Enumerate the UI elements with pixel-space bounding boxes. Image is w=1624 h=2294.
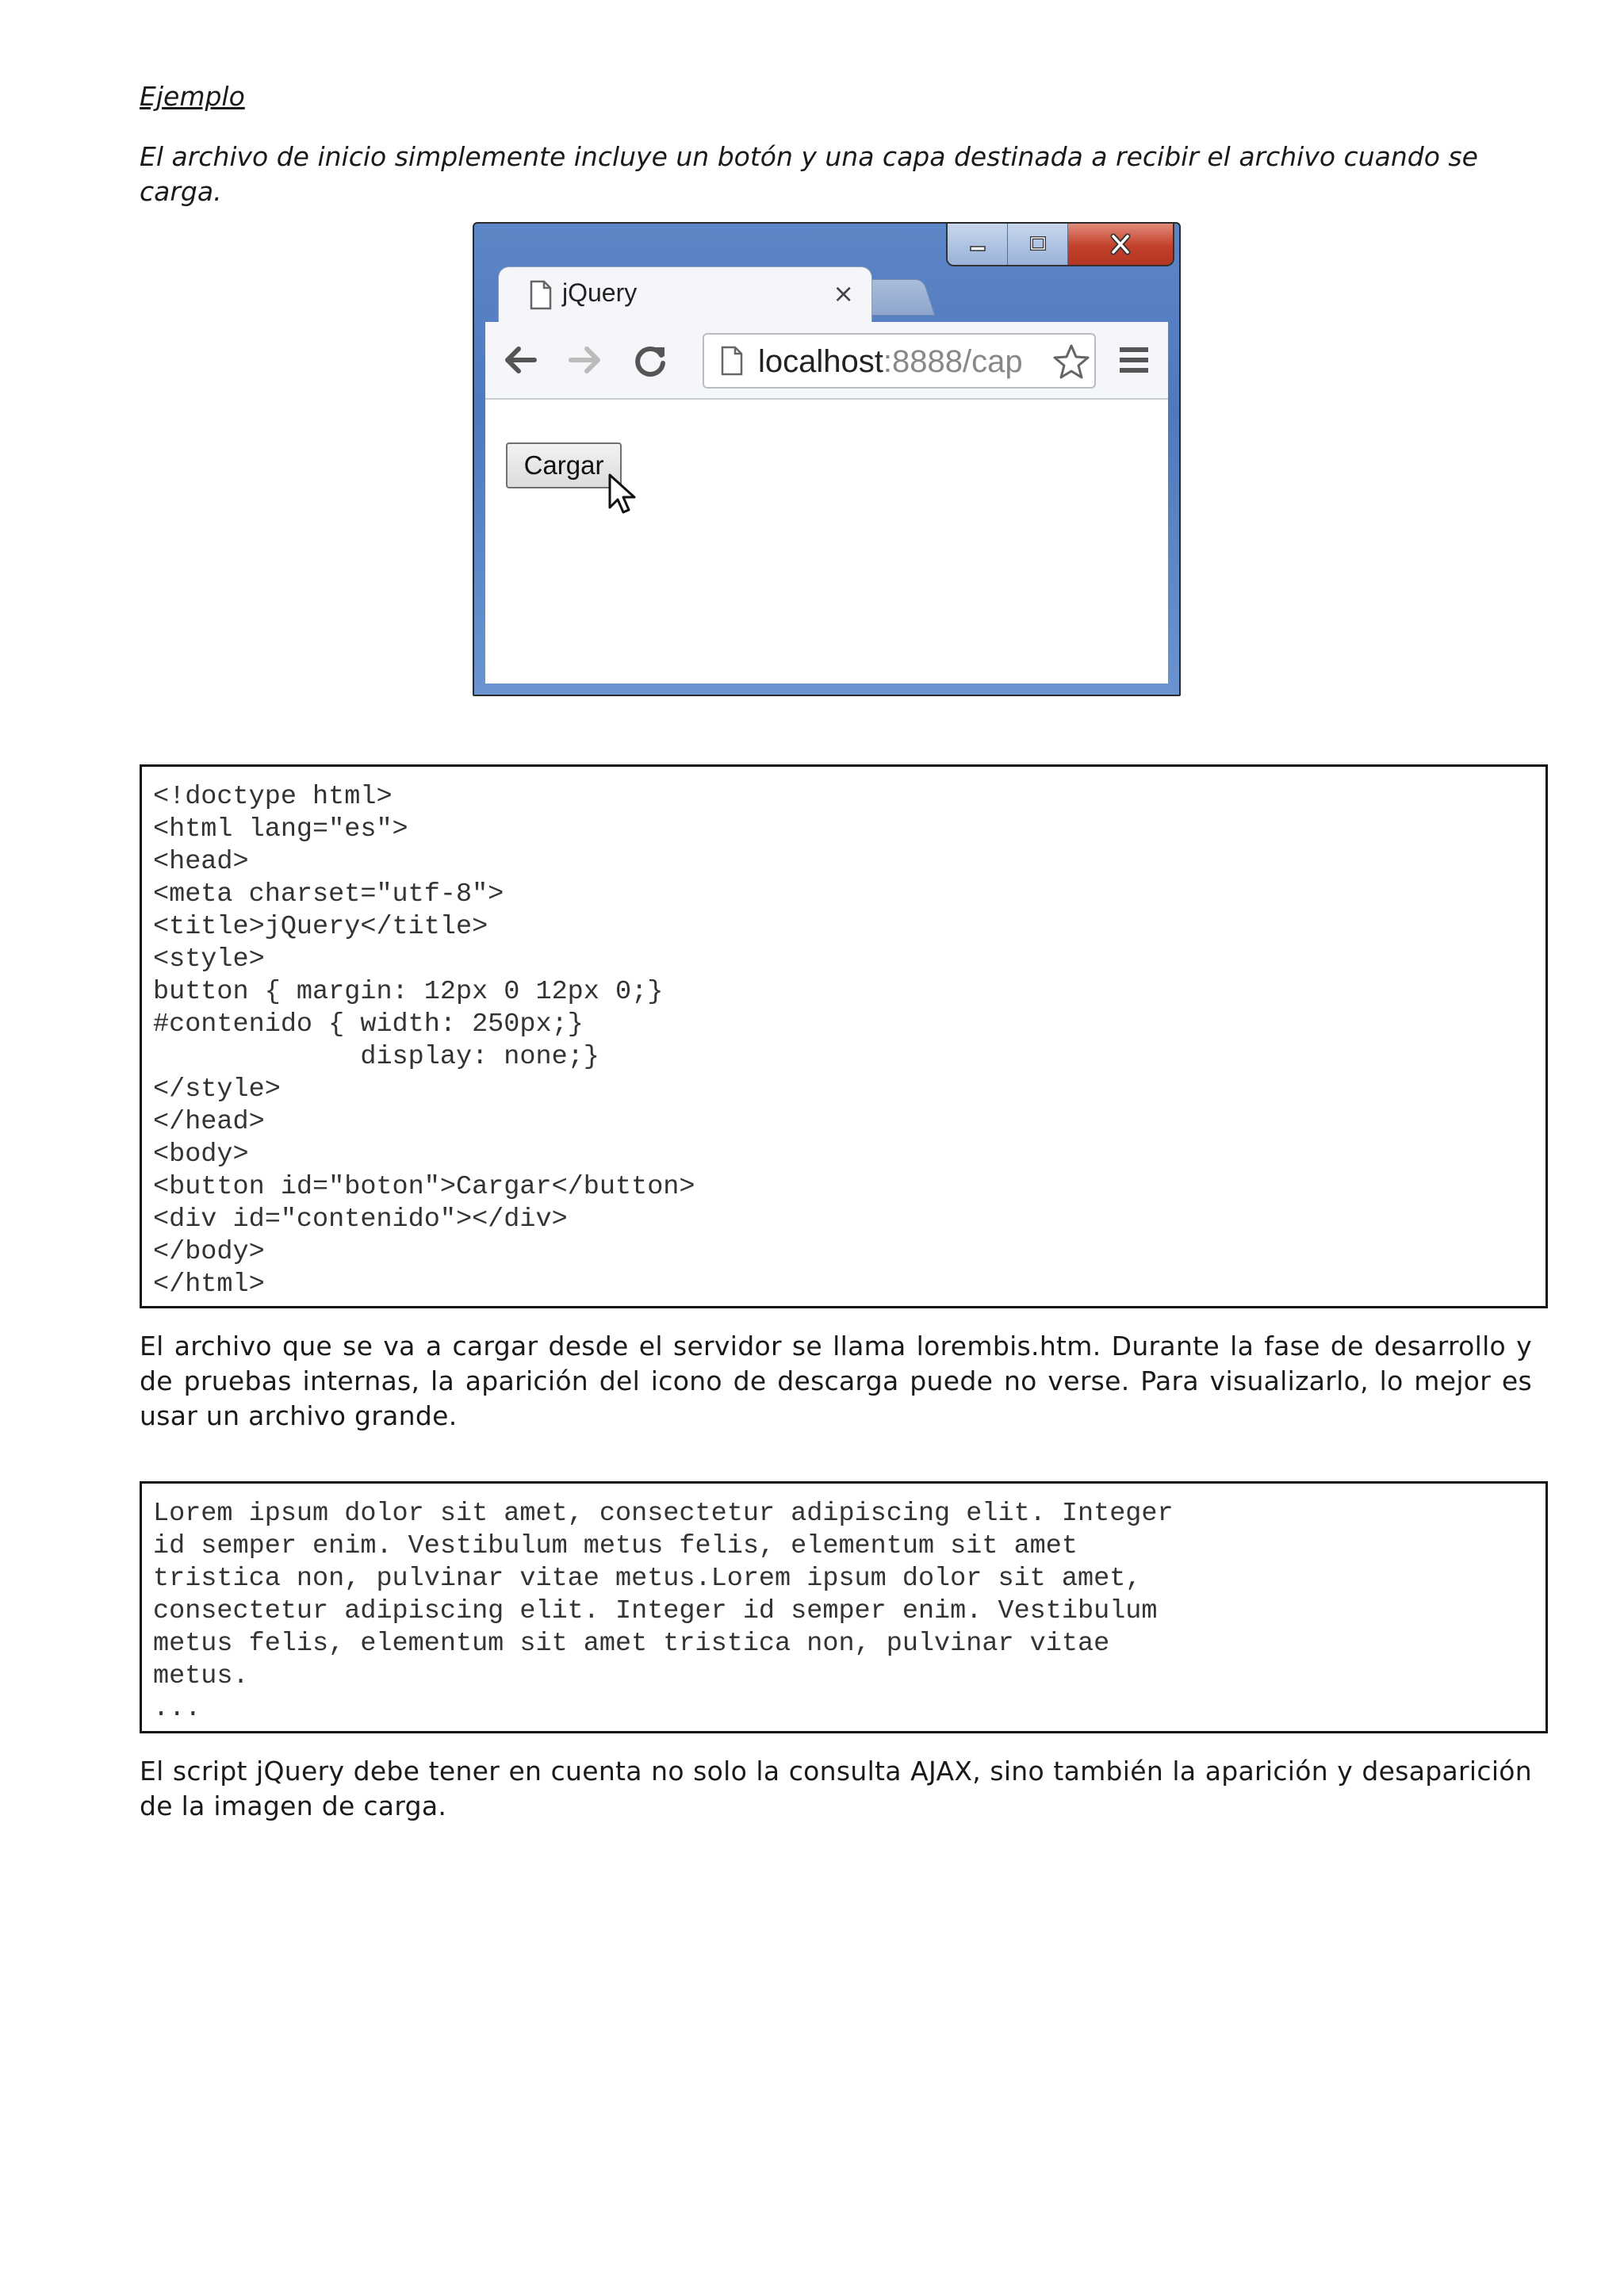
- browser-screenshot: [473, 222, 1181, 696]
- address-bar[interactable]: [703, 333, 1096, 389]
- window-controls: [946, 224, 1174, 266]
- url-rest: :8888/cap: [883, 344, 1023, 379]
- menu-icon[interactable]: [1118, 344, 1150, 376]
- intro-paragraph: El archivo de inicio simplemente incluye un botón y una capa destinada a recibir el archivo cuando se carga.: [140, 141, 1478, 207]
- url-host: localhost: [758, 344, 883, 379]
- page-icon: [720, 346, 744, 376]
- browser-toolbar: [485, 322, 1168, 400]
- section-heading: Ejemplo: [140, 81, 245, 112]
- browser-tab[interactable]: [498, 266, 872, 323]
- lorem-code-block: [140, 1481, 1548, 1733]
- tab-close-icon[interactable]: ×: [833, 278, 854, 308]
- paragraph-script: El script jQuery debe tener en cuenta no solo la consulta AJAX, sino también la aparición y desaparición de la imagen de carga.: [140, 1756, 1532, 1821]
- minimize-button[interactable]: [948, 224, 1008, 265]
- cargar-button[interactable]: Cargar: [506, 442, 622, 488]
- close-window-icon: [1106, 232, 1135, 256]
- html-code-block: [140, 764, 1548, 1308]
- page-icon: [529, 280, 553, 310]
- close-window-button[interactable]: [1068, 224, 1173, 265]
- html-code-text: <!doctype html> <html lang="es"> <head> <meta charset="utf-8"> <title>jQuery</title> <style> button { margin: 12px 0 12px 0;} #contenido { width: 250px;} display: none;} </style> </head> <body> <button id="boton">Cargar</button> <div id="contenido"></div> </body> </html>: [153, 782, 695, 1300]
- tab-title: jQuery: [562, 278, 638, 307]
- star-icon[interactable]: [1051, 343, 1091, 381]
- forward-arrow-icon[interactable]: [566, 343, 604, 377]
- maximize-button[interactable]: [1008, 224, 1068, 265]
- url-text: [758, 344, 1023, 380]
- lorem-code-text: Lorem ipsum dolor sit amet, consectetur adipiscing elit. Integer id semper enim. Vestibulum metus felis, elementum sit amet tristica non, pulvinar vitae metus.Lorem ipsum dolor sit amet, consectetur adipiscing elit. Integer id semper enim. Vestibulum metus felis, elementum sit amet tristica non, pulvinar vitae metus. ...: [153, 1499, 1174, 1724]
- cursor-icon: [607, 473, 639, 517]
- browser-viewport: [485, 400, 1168, 684]
- minimize-icon: [966, 232, 990, 256]
- maximize-icon: [1026, 232, 1050, 256]
- reload-icon[interactable]: [631, 343, 669, 377]
- paragraph-lorembis: El archivo que se va a cargar desde el servidor se llama lorembis.htm. Durante la fase de desarrollo y de pruebas internas, la aparición del icono de descarga puede no verse. Para visualizarlo, lo mejor es usar un archivo grande.: [140, 1331, 1532, 1431]
- back-arrow-icon[interactable]: [501, 343, 539, 377]
